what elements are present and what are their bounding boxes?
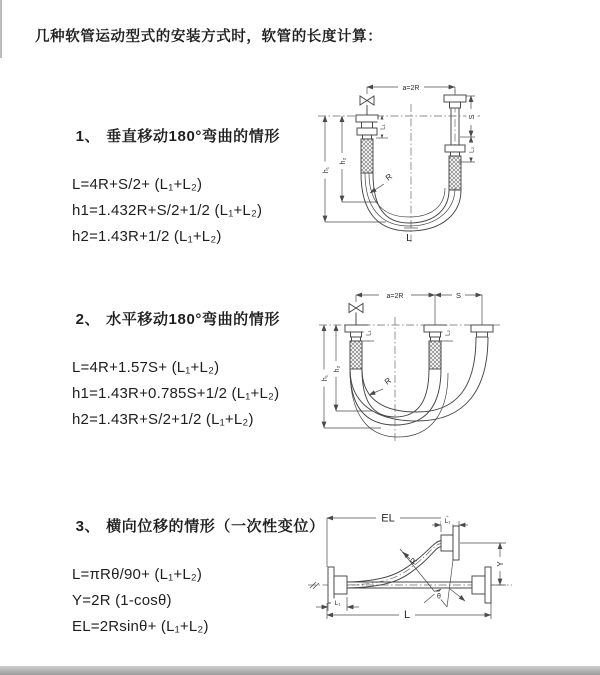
- formula-list: [47, 562, 325, 641]
- section-lateral-displacement: [47, 501, 325, 641]
- flange: [444, 95, 466, 102]
- formula-line: h1=1.43R+0.785S+1/2 (L₁+L₂): [72, 385, 280, 403]
- dim-label-l1: L₁: [380, 124, 387, 130]
- flange: [485, 567, 491, 603]
- dim-label-h1: h₁: [321, 374, 329, 382]
- dim-label-radius: R: [382, 375, 393, 387]
- u-bend-arcs: [350, 337, 488, 437]
- section-number: 3、: [75, 518, 101, 535]
- dim-label-stroke: S: [455, 290, 462, 300]
- flange: [357, 128, 377, 135]
- formula-line: h2=1.43R+1/2 (L₁+L₂): [72, 228, 222, 246]
- formula-line: L=πRθ/90+ (L₁+L₂): [72, 566, 203, 583]
- hose-assembly: [328, 526, 491, 603]
- section-heading-text: 横向位移的情形（一次性变位）: [106, 518, 325, 535]
- section-vertical-move: [47, 111, 280, 251]
- formula-line: L=4R+S/2+ (L₁+L₂): [72, 176, 203, 193]
- diagram-lateral-displacement-figure: [300, 505, 565, 633]
- formula-line: EL=2Rsinθ+ (L₁+L₂): [72, 618, 209, 636]
- valve-icon: [356, 304, 363, 313]
- section-horizontal-move: [47, 294, 280, 434]
- valve-icon: [349, 304, 356, 313]
- s-curve-hose: [347, 541, 441, 589]
- dim-label-h2: h₂: [333, 365, 341, 373]
- section-heading: [47, 294, 280, 345]
- dim-label-y: Y: [496, 561, 505, 567]
- valve-icon: [360, 96, 367, 105]
- dim-label-theta: θ: [437, 593, 441, 601]
- dim-label-span: a=2R: [386, 292, 404, 300]
- centerlines: [319, 317, 500, 443]
- dim-label-length: L: [406, 232, 412, 244]
- braided-hose-section: [449, 156, 461, 190]
- diagram-horizontal-move-180: [315, 290, 525, 448]
- diagram-lateral-displacement: [300, 505, 565, 633]
- formula-line: Y=2R (1-cosθ): [72, 592, 172, 610]
- formula-list: [47, 172, 280, 251]
- dim-label-l1-top: L₁: [444, 518, 451, 525]
- valve-icon: [367, 96, 374, 105]
- dim-label-l2: L₂: [445, 330, 452, 336]
- flange: [328, 567, 334, 603]
- formula-line: h1=1.432R+S/2+1/2 (L₁+L₂): [72, 202, 263, 220]
- formula-line: h2=1.43R+S/2+1/2 (L₁+L₂): [72, 411, 254, 429]
- diagram-horizontal-move-180-figure: [315, 290, 525, 448]
- section-heading-text: 垂直移动180°弯曲的情形: [106, 128, 280, 145]
- dim-label-span: a=2R: [402, 84, 420, 92]
- dim-label-h2: h₂: [339, 157, 347, 165]
- dim-label-l2: L₂: [469, 147, 476, 153]
- dim-label-radius: R: [408, 556, 419, 567]
- section-heading: [47, 111, 280, 162]
- dimension-lines: [316, 518, 506, 619]
- section-heading-text: 水平移动180°弯曲的情形: [106, 311, 280, 328]
- flange: [453, 526, 459, 560]
- page-title: 几种软管运动型式的安装方式时，软管的长度计算：: [35, 29, 383, 45]
- dimension-lines: [321, 292, 482, 428]
- diagram-vertical-move-180-figure: [312, 80, 537, 252]
- scan-bottom-bar: [0, 666, 600, 675]
- section-number: 1、: [75, 128, 101, 145]
- braided-hose-section: [361, 139, 373, 173]
- formula-list: [47, 355, 280, 434]
- flange: [471, 325, 493, 332]
- dim-label-stroke: S: [467, 114, 476, 120]
- flange: [445, 145, 465, 152]
- dim-label-l1: L₁: [366, 330, 373, 336]
- dim-label-h1: h₁: [322, 166, 330, 174]
- section-number: 2、: [75, 311, 101, 328]
- dim-label-radius: R: [383, 171, 394, 183]
- diagram-vertical-move-180: [312, 80, 537, 252]
- dim-label-el: EL: [381, 512, 395, 525]
- dimension-labels: [320, 291, 466, 387]
- section-heading: [47, 501, 325, 552]
- formula-line: L=4R+1.57S+ (L₁+L₂): [72, 359, 220, 376]
- braided-hose-section: [350, 341, 362, 369]
- braided-hose-section: [429, 341, 441, 369]
- dim-label-length: L: [403, 609, 411, 621]
- hose-assembly: [345, 304, 493, 438]
- dim-label-l1-bottom: L₁: [334, 600, 341, 607]
- flange: [356, 115, 378, 122]
- scan-edge-artifact: [0, 0, 2, 58]
